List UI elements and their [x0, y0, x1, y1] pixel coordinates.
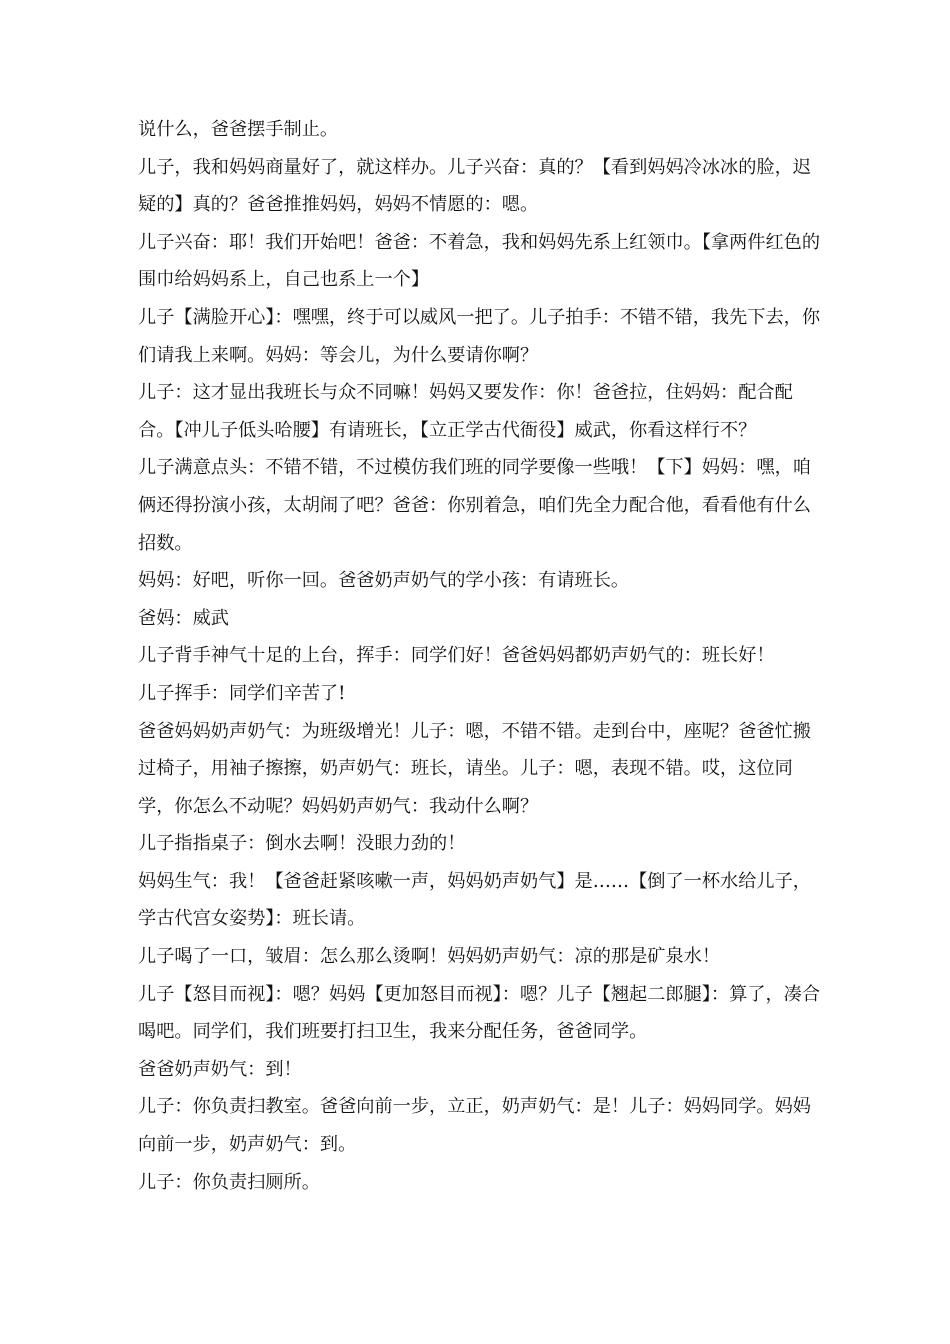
paragraph: 儿子，我和妈妈商量好了，就这样办。儿子兴奋：真的？【看到妈妈冷冰冰的脸，迟疑的】真的？爸爸推推妈妈，妈妈不情愿的：嗯。: [138, 156, 811, 216]
paragraph: 儿子【满脸开心】：嘿嘿，终于可以威风一把了。儿子拍手：不错不错，我先下去，你们请我上来啊。妈妈：等会儿，为什么要请你啊？: [138, 306, 821, 366]
paragraph: 儿子：这才显出我班长与众不同嘛！妈妈又要发作：你！爸爸拉，住妈妈：配合配合。【冲儿子低头哈腰】有请班长，【立正学古代衙役】威武，你看这样行不？: [138, 382, 793, 441]
paragraph: 儿子【怒目而视】：嗯？妈妈【更加怒目而视】：嗯？儿子【翘起二郎腿】：算了，凑合喝吧。同学们，我们班要打扫卫生，我来分配任务，爸爸同学。: [138, 983, 821, 1043]
paragraph: 爸爸奶声奶气：到！: [138, 1058, 302, 1080]
paragraph: 儿子兴奋：耶！我们开始吧！爸爸：不着急，我和妈妈先系上红领巾。【拿两件红色的围巾给妈妈系上，自己也系上一个】: [138, 231, 821, 291]
paragraph: 爸爸妈妈奶声奶气：为班级增光！儿子：嗯，不错不错。走到台中，座呢？爸爸忙搬过椅子，用袖子擦擦，奶声奶气：班长，请坐。儿子：嗯，表现不错。哎，这位同学，你怎么不动呢？妈妈奶声奶气：我动什么啊？: [138, 720, 811, 817]
paragraph: 儿子：你负责扫教室。爸爸向前一步，立正，奶声奶气：是！儿子：妈妈同学。妈妈向前一步，奶声奶气：到。: [138, 1096, 811, 1156]
paragraph: 妈妈：好吧，听你一回。爸爸奶声奶气的学小孩：有请班长。: [138, 570, 630, 592]
paragraph: 儿子喝了一口，皱眉：怎么那么烫啊！妈妈奶声奶气：凉的那是矿泉水！: [138, 946, 721, 968]
paragraph: 儿子挥手：同学们辛苦了!: [138, 682, 346, 704]
paragraph: 儿子：你负责扫厕所。: [138, 1171, 320, 1193]
paragraph: 儿子满意点头：不错不错，不过模仿我们班的同学要像一些哦！【下】妈妈：嘿，咱俩还得扮演小孩，太胡闹了吧？爸爸：你别着急，咱们先全力配合他，看看他有什么招数。: [138, 457, 811, 554]
paragraph: 妈妈生气：我！【爸爸赶紧咳嗽一声，妈妈奶声奶气】是……【倒了一杯水给儿子，学古代宫女姿势】：班长请。: [138, 870, 811, 930]
paragraph: 爸妈：威武: [138, 607, 229, 629]
paragraph: 儿子背手神气十足的上台，挥手：同学们好！爸爸妈妈都奶声奶气的：班长好！: [138, 645, 775, 667]
paragraph: 儿子指指桌子：倒水去啊！没眼力劲的！: [138, 833, 466, 855]
paragraph: 说什么，爸爸摆手制止。: [138, 119, 339, 140]
document-body: [138, 111, 828, 1201]
